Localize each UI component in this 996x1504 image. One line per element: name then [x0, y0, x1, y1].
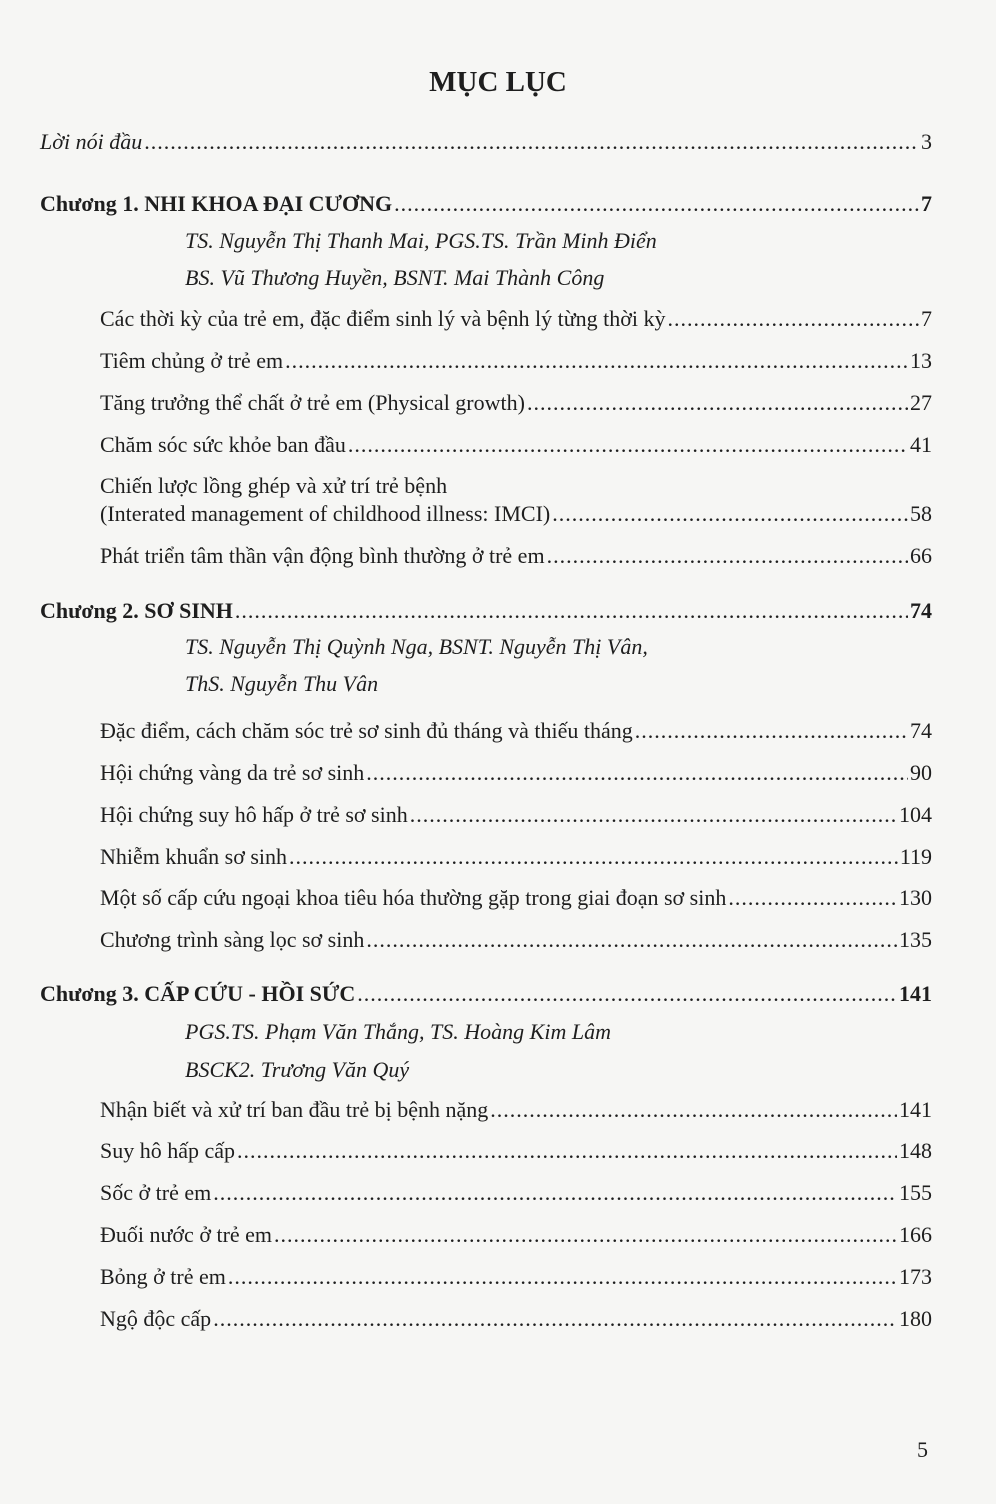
- dot-leader: [235, 597, 908, 625]
- entry-page: 180: [899, 1306, 932, 1331]
- entry-page: 173: [899, 1264, 932, 1289]
- entry-label-line1: Chiến lược lồng ghép và xử trí trẻ bệnh: [100, 473, 448, 498]
- chapter-heading: [40, 190, 932, 218]
- toc-entry: [100, 926, 932, 954]
- entry-label: Đặc điểm, cách chăm sóc trẻ sơ sinh đủ tháng và thiếu tháng: [100, 718, 633, 743]
- toc-entry: [100, 801, 932, 829]
- dot-leader: [144, 128, 919, 156]
- dot-leader: [348, 431, 908, 459]
- entry-label: Tăng trưởng thể chất ở trẻ em (Physical growth): [100, 390, 525, 415]
- dot-leader: [237, 1137, 897, 1165]
- dot-leader: [285, 347, 908, 375]
- toc-entry: [100, 1221, 932, 1249]
- dot-leader: [366, 926, 897, 954]
- entry-label: Nhận biết và xử trí ban đầu trẻ bị bệnh nặng: [100, 1097, 489, 1122]
- toc-entry: [100, 1096, 932, 1124]
- toc-entry: [100, 500, 932, 528]
- entry-page: 135: [899, 927, 932, 952]
- toc-entry: [100, 305, 932, 333]
- chapter-page: 7: [921, 191, 932, 216]
- entry-label: Lời nói đầu: [40, 129, 143, 154]
- entry-label: Nhiễm khuẩn sơ sinh: [100, 844, 288, 869]
- dot-leader: [552, 500, 908, 528]
- dot-leader: [410, 801, 897, 829]
- entry-page: 90: [910, 760, 932, 785]
- toc-entry: [100, 542, 932, 570]
- entry-label: Bỏng ở trẻ em: [100, 1264, 226, 1289]
- entry-page: 27: [910, 390, 932, 415]
- toc-entry: [100, 347, 932, 375]
- dot-leader: [394, 190, 919, 218]
- entry-label: Các thời kỳ của trẻ em, đặc điểm sinh lý và bệnh lý từng thời kỳ: [100, 306, 666, 331]
- entry-page: 66: [910, 543, 932, 568]
- dot-leader: [547, 542, 908, 570]
- entry-page: 58: [910, 501, 932, 526]
- chapter-heading: [40, 597, 932, 625]
- dot-leader: [635, 717, 908, 745]
- chapter-label: Chương 2. SƠ SINH: [40, 598, 233, 623]
- dot-leader: [213, 1179, 897, 1207]
- entry-label: Hội chứng vàng da trẻ sơ sinh: [100, 760, 365, 785]
- chapter-authors: TS. Nguyễn Thị Thanh Mai, PGS.TS. Trần Minh Điển: [185, 228, 657, 253]
- entry-page: 155: [899, 1180, 932, 1205]
- entry-label: Đuối nước ở trẻ em: [100, 1222, 273, 1247]
- toc-entry: [100, 884, 932, 912]
- chapter-page: 141: [899, 981, 932, 1006]
- dot-leader: [490, 1096, 897, 1124]
- dot-leader: [728, 884, 897, 912]
- chapter-authors: BSCK2. Trương Văn Quý: [185, 1057, 410, 1082]
- chapter-label: Chương 1. NHI KHOA ĐẠI CƯƠNG: [40, 191, 393, 216]
- toc-entry: [100, 717, 932, 745]
- toc-entry: [100, 759, 932, 787]
- chapter-page: 74: [910, 598, 932, 623]
- entry-label: (Interated management of childhood illness: IMCI): [100, 501, 551, 526]
- chapter-heading: [40, 980, 932, 1008]
- entry-page: 7: [921, 306, 932, 331]
- toc-entry: [100, 1305, 932, 1333]
- entry-page: 119: [899, 844, 932, 869]
- entry-label: Hội chứng suy hô hấp ở trẻ sơ sinh: [100, 802, 408, 827]
- dot-leader: [274, 1221, 897, 1249]
- dot-leader: [357, 980, 897, 1008]
- dot-leader: [213, 1305, 897, 1333]
- dot-leader: [527, 389, 908, 417]
- dot-leader: [366, 759, 908, 787]
- entry-page: 3: [921, 129, 932, 154]
- entry-page: 41: [910, 432, 932, 457]
- entry-page: 130: [899, 885, 932, 910]
- entry-page: 166: [899, 1222, 932, 1247]
- toc-entry: [100, 1137, 932, 1165]
- entry-label: Phát triển tâm thần vận động bình thường ở trẻ em: [100, 543, 545, 568]
- dot-leader: [289, 843, 898, 871]
- entry-page: 148: [899, 1138, 932, 1163]
- chapter-authors: ThS. Nguyễn Thu Vân: [185, 671, 379, 696]
- entry-label: Tiêm chủng ở trẻ em: [100, 348, 284, 373]
- entry-label: Sốc ở trẻ em: [100, 1180, 212, 1205]
- dot-leader: [668, 305, 919, 333]
- chapter-label: Chương 3. CẤP CỨU - HỒI SỨC: [40, 981, 356, 1006]
- entry-page: 104: [899, 802, 932, 827]
- entry-page: 13: [910, 348, 932, 373]
- toc-entry: [100, 1263, 932, 1291]
- toc-entry: [100, 431, 932, 459]
- toc-entry: [100, 389, 932, 417]
- toc-entry: [100, 1179, 932, 1207]
- chapter-authors: BS. Vũ Thương Huyền, BSNT. Mai Thành Công: [185, 265, 605, 290]
- entry-label: Chăm sóc sức khỏe ban đầu: [100, 432, 346, 457]
- toc-entry: [100, 843, 932, 871]
- page-number: 5: [917, 1437, 928, 1462]
- entry-page: 141: [899, 1097, 932, 1122]
- page-title: MỤC LỤC: [429, 66, 567, 98]
- entry-page: 74: [910, 718, 932, 743]
- chapter-authors: TS. Nguyễn Thị Quỳnh Nga, BSNT. Nguyễn Thị Vân,: [185, 634, 648, 659]
- entry-label: Chương trình sàng lọc sơ sinh: [100, 927, 365, 952]
- dot-leader: [228, 1263, 897, 1291]
- toc-entry-preface: [40, 128, 932, 156]
- chapter-authors: PGS.TS. Phạm Văn Thắng, TS. Hoàng Kim Lâm: [185, 1019, 611, 1044]
- entry-label: Một số cấp cứu ngoại khoa tiêu hóa thường gặp trong giai đoạn sơ sinh: [100, 885, 727, 910]
- entry-label: Ngộ độc cấp: [100, 1306, 212, 1331]
- entry-label: Suy hô hấp cấp: [100, 1138, 236, 1163]
